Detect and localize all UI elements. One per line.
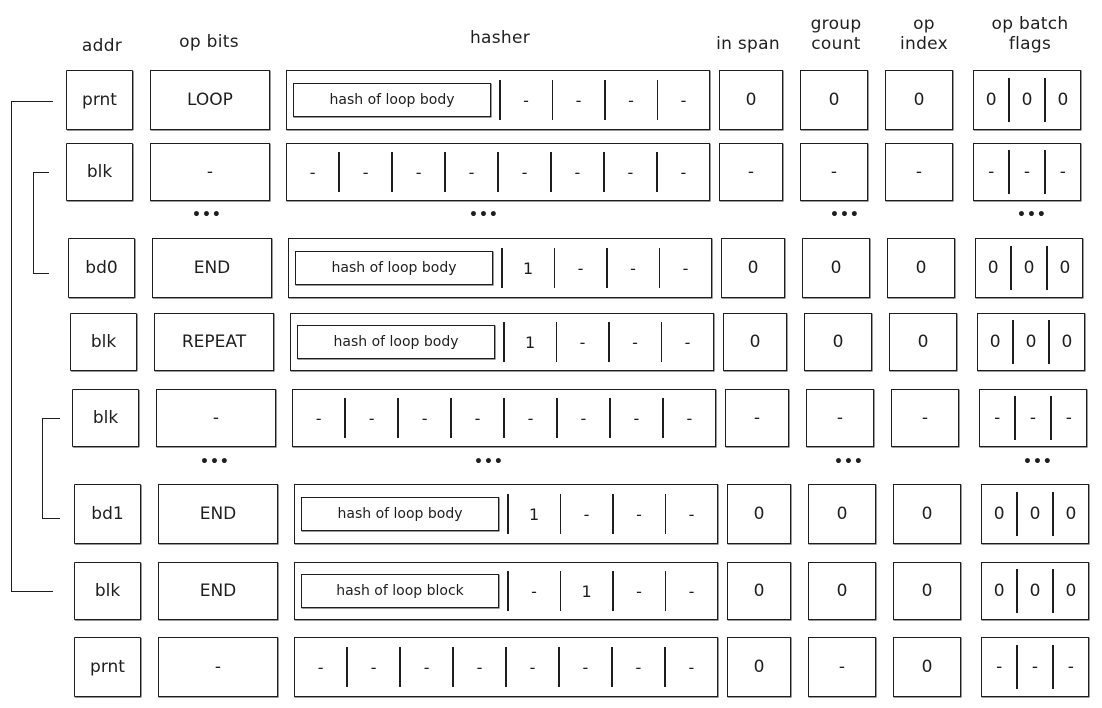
op-bits-cell: - — [156, 389, 276, 447]
hasher-cell — [288, 238, 712, 298]
flag-value: - — [1065, 408, 1072, 428]
in-span-cell: 0 — [723, 313, 787, 371]
group-count-cell: - — [806, 389, 874, 447]
flag-value: - — [988, 162, 995, 182]
flag-value: 0 — [987, 258, 999, 278]
flag-value: - — [1023, 162, 1031, 182]
op-batch-flags-cell — [981, 562, 1089, 620]
flag-value: - — [1059, 162, 1066, 182]
group-count-cell: 0 — [802, 238, 870, 298]
hasher-value: - — [317, 657, 324, 677]
op-index-cell: 0 — [893, 484, 961, 544]
addr-cell: bd1 — [74, 484, 141, 544]
ellipsis-group-count-2: ••• — [834, 454, 864, 470]
hasher-value: - — [688, 657, 695, 677]
hasher-value: - — [627, 162, 634, 182]
ellipsis-op-bits-1: ••• — [192, 207, 222, 223]
hasher-cell — [286, 70, 710, 130]
ellipsis-flags-1: ••• — [1017, 207, 1047, 223]
flag-value: 0 — [1029, 504, 1041, 524]
hasher-value: - — [368, 408, 375, 428]
in-span-cell: 0 — [719, 70, 783, 130]
op-bits-cell: LOOP — [150, 70, 270, 130]
header-op-index-line2: index — [899, 34, 948, 54]
hasher-value: - — [688, 581, 695, 601]
in-span-cell: 0 — [727, 637, 791, 697]
group-count-cell: 0 — [800, 70, 868, 130]
hasher-value: - — [633, 408, 640, 428]
addr-cell: bd0 — [68, 238, 135, 298]
ellipsis-op-bits-2: ••• — [200, 454, 230, 470]
in-span-cell: 0 — [727, 562, 791, 620]
hasher-value: - — [521, 162, 528, 182]
flag-value: 0 — [1059, 258, 1071, 278]
hash-value-box: hash of loop block — [301, 574, 499, 608]
addr-cell: prnt — [74, 637, 141, 697]
header-op-index-line1: op — [913, 14, 935, 34]
in-span-cell: - — [719, 143, 783, 201]
hasher-value: - — [309, 162, 316, 182]
addr-cell: blk — [66, 143, 133, 201]
addr-cell: blk — [70, 313, 137, 371]
hasher-value: - — [630, 258, 636, 278]
hasher-value: 1 — [528, 504, 540, 524]
header-in-span: in span — [716, 34, 780, 54]
flag-value: 0 — [989, 332, 1001, 352]
op-index-cell: - — [885, 143, 953, 201]
op-index-cell: 0 — [893, 562, 961, 620]
ellipsis-flags-2: ••• — [1023, 454, 1053, 470]
header-group-count-line1: group — [810, 14, 862, 34]
op-bits-cell: END — [158, 484, 278, 544]
header-group-count-line2: count — [811, 34, 861, 54]
flag-value: - — [994, 408, 1001, 428]
header-flags-line1: op batch — [991, 14, 1069, 34]
ellipsis-hasher-1: ••• — [469, 207, 499, 223]
flag-value: 0 — [1061, 332, 1073, 352]
addr-cell: blk — [72, 389, 139, 447]
hasher-cell — [294, 637, 718, 697]
op-batch-flags-cell — [973, 70, 1081, 130]
hasher-value: - — [583, 504, 590, 524]
flag-value: 0 — [1065, 581, 1077, 601]
hasher-value: - — [476, 657, 483, 677]
group-count-cell: - — [808, 637, 876, 697]
hasher-value: - — [632, 332, 638, 352]
flag-value: 0 — [1023, 258, 1035, 278]
hasher-value: - — [688, 504, 695, 524]
flag-value: 0 — [1029, 581, 1041, 601]
flag-value: 0 — [993, 504, 1005, 524]
hasher-value: - — [529, 657, 536, 677]
hash-value-box: hash of loop body — [293, 83, 491, 117]
header-op-batch-flags — [972, 14, 1088, 54]
hasher-cell — [292, 389, 716, 447]
ellipsis-group-count-1: ••• — [830, 207, 860, 223]
op-batch-flags-cell — [981, 637, 1089, 697]
op-batch-flags-cell — [979, 389, 1087, 447]
header-addr: addr — [81, 36, 123, 56]
group-count-cell: - — [800, 143, 868, 201]
flag-value: - — [996, 657, 1003, 677]
hasher-value: - — [531, 581, 537, 601]
header-hasher: hasher — [469, 28, 531, 48]
flag-value: - — [1029, 408, 1037, 428]
flag-value: 0 — [993, 581, 1005, 601]
hasher-value: - — [468, 162, 475, 182]
op-bits-cell: - — [150, 143, 270, 201]
hasher-value: - — [315, 408, 322, 428]
op-index-cell: - — [891, 389, 959, 447]
hash-value-box: hash of loop body — [301, 497, 499, 531]
hasher-value: - — [680, 162, 687, 182]
flag-value: 0 — [1057, 90, 1069, 110]
header-group-count — [796, 14, 876, 54]
hasher-value: - — [636, 504, 642, 524]
bracket-loop-body-1 — [42, 418, 60, 519]
in-span-cell: 0 — [721, 238, 785, 298]
op-index-cell: 0 — [887, 238, 955, 298]
op-bits-cell: END — [158, 562, 278, 620]
addr-cell: blk — [74, 562, 141, 620]
hasher-cell — [286, 143, 710, 201]
hasher-value: - — [474, 408, 481, 428]
hasher-value: - — [582, 657, 589, 677]
hasher-value: - — [680, 90, 687, 110]
group-count-cell: 0 — [804, 313, 872, 371]
hasher-value: - — [636, 581, 642, 601]
op-index-cell: 0 — [889, 313, 957, 371]
hasher-value: - — [635, 657, 642, 677]
flag-value: 0 — [1021, 90, 1033, 110]
hasher-value: 1 — [524, 332, 536, 352]
op-batch-flags-cell — [977, 313, 1085, 371]
flag-value: - — [1031, 657, 1039, 677]
hasher-value: - — [577, 258, 584, 278]
hasher-value: - — [523, 90, 529, 110]
header-flags-line2: flags — [1008, 34, 1052, 54]
op-index-cell: 0 — [893, 637, 961, 697]
in-span-cell: - — [725, 389, 789, 447]
hasher-value: - — [415, 162, 422, 182]
flag-value: 0 — [1065, 504, 1077, 524]
group-count-cell: 0 — [808, 484, 876, 544]
op-index-cell: 0 — [885, 70, 953, 130]
op-batch-flags-cell — [975, 238, 1083, 298]
op-bits-cell: END — [152, 238, 272, 298]
hasher-value: - — [682, 258, 689, 278]
ellipsis-hasher-2: ••• — [474, 454, 504, 470]
hasher-cell — [290, 313, 714, 371]
in-span-cell: 0 — [727, 484, 791, 544]
hasher-value: - — [423, 657, 430, 677]
hasher-value: - — [579, 332, 586, 352]
hasher-value: - — [527, 408, 534, 428]
addr-cell: prnt — [66, 70, 133, 130]
hasher-value: - — [574, 162, 581, 182]
group-count-cell: 0 — [808, 562, 876, 620]
hasher-value: - — [370, 657, 377, 677]
hash-value-box: hash of loop body — [297, 325, 495, 359]
hasher-value: - — [628, 90, 634, 110]
flag-value: 0 — [985, 90, 997, 110]
header-op-index — [884, 14, 964, 54]
op-batch-flags-cell — [981, 484, 1089, 544]
hasher-value: 1 — [522, 258, 534, 278]
hasher-cell — [294, 562, 718, 620]
hasher-value: - — [421, 408, 428, 428]
hasher-value: - — [362, 162, 369, 182]
hasher-cell — [294, 484, 718, 544]
flag-value: 0 — [1025, 332, 1037, 352]
hasher-value: - — [684, 332, 691, 352]
header-op-bits: op bits — [179, 32, 239, 52]
op-batch-flags-cell — [973, 143, 1081, 201]
op-bits-cell: REPEAT — [154, 313, 274, 371]
hasher-value: 1 — [581, 581, 592, 601]
bracket-loop-body-0 — [33, 172, 49, 274]
hasher-value: - — [575, 90, 582, 110]
hash-value-box: hash of loop body — [295, 251, 493, 285]
hasher-value: - — [580, 408, 587, 428]
flag-value: - — [1067, 657, 1074, 677]
op-bits-cell: - — [158, 637, 278, 697]
hasher-value: - — [686, 408, 693, 428]
